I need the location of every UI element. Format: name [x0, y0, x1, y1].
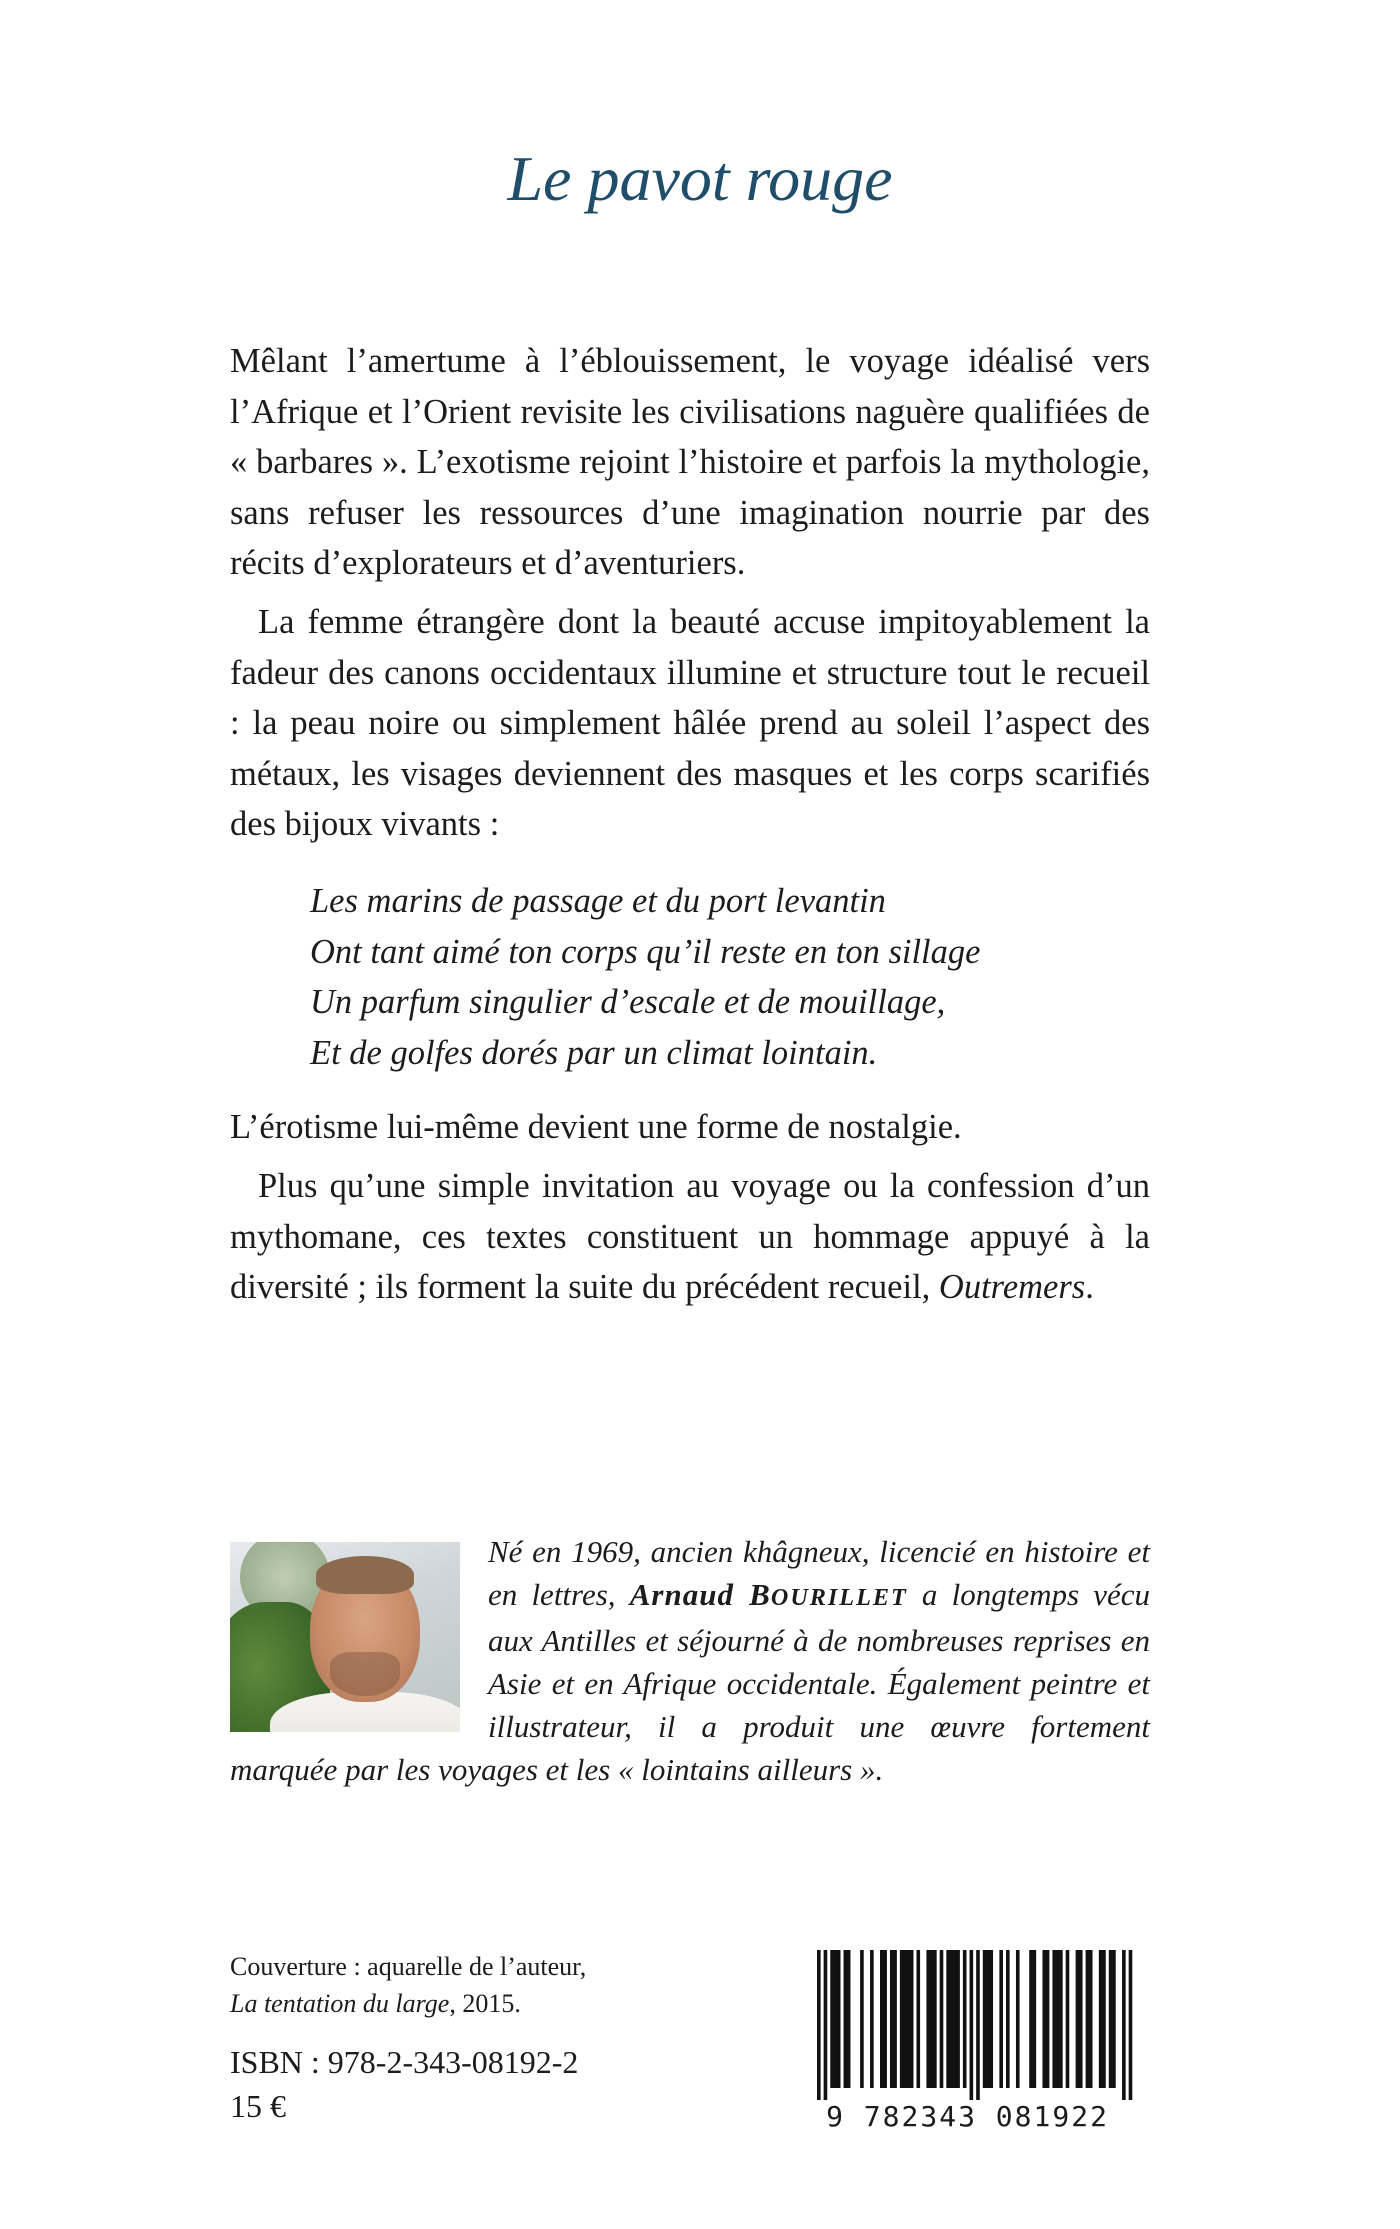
- barcode-bar: [1052, 1950, 1056, 2088]
- barcode-bar: [926, 1950, 930, 2088]
- blurb: [230, 336, 1150, 1313]
- barcode-bar: [956, 1950, 960, 2088]
- barcode-bar: [933, 1950, 937, 2088]
- isbn-price-block: [230, 2040, 578, 2128]
- cover-artwork-line: [230, 1985, 586, 2022]
- poem-excerpt: [310, 876, 1150, 1078]
- barcode-bar: [890, 1950, 894, 2088]
- barcode-bar: [1066, 1950, 1070, 2088]
- author-bio-text: Né en 1969, ancien khâgneux, licencié en histoire et en lettres, Arnaud BOURILLET a longtemps vécu aux Antilles et séjourné à de nombreuses reprises en Asie et en Afrique occidentale. Également peintre et illustrateur, il a produit une œuvre fortement marquée par les voyages et les « lointains ailleurs ».: [230, 1534, 1151, 1787]
- barcode-bar: [916, 1950, 920, 2088]
- barcode-bar: [1079, 1950, 1083, 2088]
- barcode-bar: [1089, 1950, 1093, 2088]
- barcode-bar: [817, 1950, 821, 2100]
- poem-line: Ont tant aimé ton corps qu’il reste en ton sillage: [310, 932, 981, 971]
- barcode-bar: [1042, 1950, 1046, 2088]
- previous-book-title: Outremers: [938, 1268, 1086, 1307]
- barcode-bar: [830, 1950, 834, 2088]
- barcode-bar: [847, 1950, 851, 2088]
- barcode-bar: [900, 1950, 904, 2088]
- blurb-paragraph-4-end: .: [1085, 1268, 1094, 1307]
- barcode-bars: [795, 1950, 1140, 2100]
- poem-line: Un parfum singulier d’escale et de mouillage,: [310, 983, 946, 1022]
- barcode-bar: [844, 1950, 848, 2088]
- barcode-bar: [1122, 1950, 1126, 2100]
- barcode-bar: [837, 1950, 841, 2088]
- blurb-paragraph-2: La femme étrangère dont la beauté accuse impitoyablement la fadeur des canons occidentaux illumine et structure tout le recueil : la peau noire ou simplement hâlée prend au soleil l’aspect des métaux, les visages deviennent des masques et les corps scarifiés des bijoux vivants :: [230, 602, 1150, 844]
- barcode-bar: [999, 1950, 1003, 2088]
- barcode-bar: [953, 1950, 957, 2088]
- barcode-bar: [1029, 1950, 1033, 2088]
- blurb-paragraph-4-text: Plus qu’une simple invitation au voyage ou la confession d’un mythomane, ces textes constituent un hommage appuyé à la diversité ; ils forment la suite du précédent recueil,: [230, 1166, 1150, 1307]
- poem-line: Les marins de passage et du port levantin: [310, 881, 886, 920]
- artwork-year: , 2015.: [449, 1989, 521, 2018]
- barcode-bar: [976, 1950, 980, 2100]
- barcode-bar: [1129, 1950, 1133, 2100]
- barcode-bar: [883, 1950, 887, 2088]
- barcode-bar: [946, 1950, 950, 2088]
- barcode-bar: [1016, 1950, 1020, 2088]
- barcode-bar: [834, 1950, 838, 2088]
- barcode-digits: 9 782343 081922: [826, 2100, 1109, 2133]
- barcode-bar: [910, 1950, 914, 2088]
- artwork-title: La tentation du large: [230, 1989, 450, 2018]
- author-bio: [230, 1530, 1150, 1791]
- barcode-bar: [1056, 1950, 1060, 2088]
- book-title: Le pavot rouge: [507, 143, 893, 214]
- cover-credit-line: Couverture : aquarelle de l’auteur,: [230, 1952, 587, 1981]
- barcode-bar: [950, 1950, 954, 2088]
- barcode-bar: [903, 1950, 907, 2088]
- barcode-bar: [963, 1950, 967, 2088]
- price: 15 €: [230, 2088, 286, 2124]
- barcode-bar: [860, 1950, 864, 2088]
- barcode-bar: [1102, 1950, 1106, 2088]
- barcode-bar: [1112, 1950, 1116, 2088]
- barcode-bar: [983, 1950, 987, 2088]
- cover-credits: [230, 1948, 586, 2022]
- barcode-bar: [893, 1950, 897, 2088]
- barcode: [795, 1950, 1140, 2133]
- barcode-bar: [970, 1950, 974, 2100]
- author-name: Arnaud BOURILLET: [629, 1577, 908, 1612]
- barcode-bar: [1046, 1950, 1050, 2088]
- barcode-bar: [1109, 1950, 1113, 2088]
- barcode-bar: [1099, 1950, 1103, 2088]
- barcode-bar: [989, 1950, 993, 2088]
- barcode-bar: [1076, 1950, 1080, 2088]
- barcode-bar: [870, 1950, 874, 2088]
- barcode-bar: [1086, 1950, 1090, 2088]
- isbn: ISBN : 978-2-343-08192-2: [230, 2044, 579, 2080]
- poem-line: Et de golfes dorés par un climat lointain.: [310, 1033, 878, 1072]
- barcode-bar: [1059, 1950, 1063, 2088]
- barcode-bar: [986, 1950, 990, 2088]
- blurb-paragraph-4: [230, 1161, 1150, 1313]
- barcode-bar: [1033, 1950, 1037, 2088]
- barcode-bar: [930, 1950, 934, 2088]
- blurb-paragraph-3: L’érotisme lui-même devient une forme de nostalgie.: [230, 1108, 962, 1147]
- author-photo: [230, 1542, 460, 1732]
- barcode-bar: [880, 1950, 884, 2088]
- barcode-bar: [824, 1950, 828, 2100]
- barcode-bar: [1006, 1950, 1010, 2088]
- blurb-paragraph-1: Mêlant l’amertume à l’éblouissement, le voyage idéalisé vers l’Afrique et l’Orient revisite les civilisations naguère qualifiées de « barbares ». L’exotisme rejoint l’histoire et parfois la mythologie, sans refuser les ressources d’une imagination nourrie par des récits d’explorateurs et d’aventuriers.: [230, 342, 1150, 583]
- barcode-bar: [940, 1950, 944, 2088]
- barcode-bar: [907, 1950, 911, 2088]
